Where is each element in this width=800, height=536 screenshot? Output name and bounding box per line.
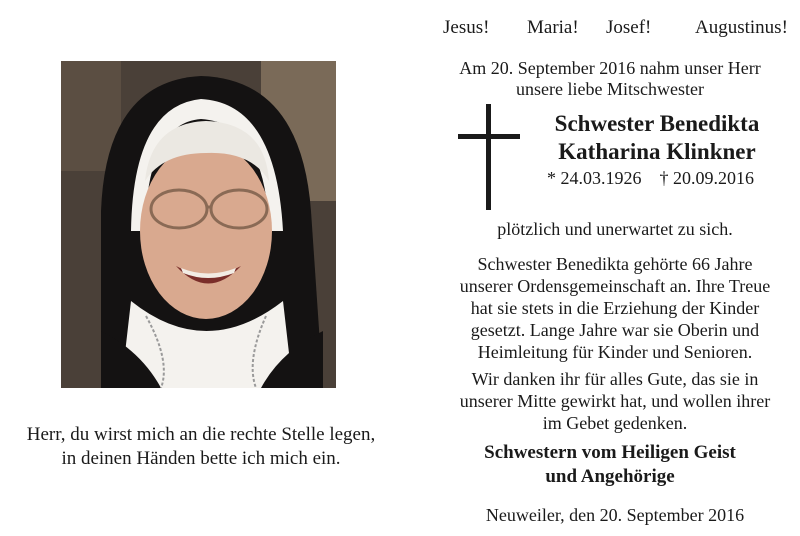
portrait-illustration: [61, 61, 336, 388]
death-date: † 20.09.2016: [659, 168, 754, 188]
passing-line: plötzlich und unerwartet zu sich.: [497, 219, 733, 239]
thanks-line: unserer Mitte gewirkt hat, und wollen ihrer: [459, 391, 771, 411]
thanks-line: im Gebet gedenken.: [542, 413, 688, 433]
invocation-augustinus: Augustinus!: [695, 17, 788, 38]
deceased-name: [532, 110, 782, 166]
invocation-jesus: Jesus!: [443, 17, 490, 38]
tribute-line: Heimleitung für Kinder und Senioren.: [477, 342, 753, 362]
verse-line-1: Herr, du wirst mich an die rechte Stelle legen,: [26, 424, 376, 445]
bible-verse: [0, 423, 402, 471]
thanks-line: Wir danken ihr für alles Gute, das sie in: [471, 369, 759, 389]
thanks-paragraph: [430, 368, 800, 434]
verse-line-2: in deinen Händen bette ich mich ein.: [61, 448, 341, 469]
tribute-line: hat sie stets in die Erziehung der Kinder: [470, 298, 760, 318]
tribute-line: Schwester Benedikta gehörte 66 Jahre: [477, 254, 753, 274]
intro-line-2: unsere liebe Mitschwester: [516, 79, 704, 99]
place-date: Neuweiler, den 20. September 2016: [485, 505, 745, 525]
tribute-line: unserer Ordensgemeinschaft an. Ihre Treue: [459, 276, 771, 296]
passing-text: [430, 218, 800, 240]
deceased-name-line-2: Katharina Klinkner: [558, 139, 756, 164]
invocations: [420, 17, 800, 43]
signature-line-1: Schwestern vom Heiligen Geist: [484, 442, 736, 463]
intro-text: [420, 58, 800, 100]
birth-date: * 24.03.1926: [547, 168, 642, 188]
signature: [430, 441, 790, 489]
portrait-photo: [61, 61, 336, 388]
deceased-name-line-1: Schwester Benedikta: [554, 111, 760, 136]
tribute-line: gesetzt. Lange Jahre war sie Oberin und: [470, 320, 760, 340]
invocation-maria: Maria!: [527, 17, 579, 38]
invocation-josef: Josef!: [606, 17, 652, 38]
signature-line-2: und Angehörige: [545, 466, 675, 487]
cross-icon: [458, 104, 520, 210]
life-dates: [547, 168, 767, 189]
tribute-paragraph: [430, 253, 800, 363]
intro-line-1: Am 20. September 2016 nahm unser Herr: [459, 58, 761, 78]
